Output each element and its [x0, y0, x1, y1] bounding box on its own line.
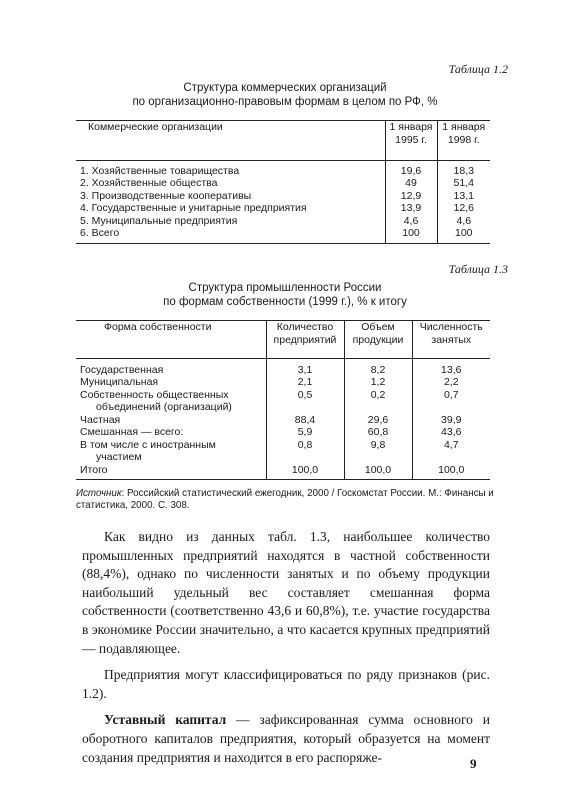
table-1-2-header-1995 [385, 121, 437, 161]
table-1-2-cell-name: 1. Хозяйственные товарищества [80, 164, 240, 177]
table-1-3-cell-volume: 100,0 [344, 464, 412, 480]
table-1-3-cell-volume: 29,6 [344, 414, 412, 427]
table-1-3-cell-count: 2,1 [266, 376, 344, 389]
paragraph [82, 711, 490, 767]
table-1-3-cell-count: 3,1 [266, 364, 344, 377]
table-1-3-cell-name-line2: участием [96, 451, 142, 463]
page-number: 9 [470, 756, 477, 771]
table-1-3-source [76, 488, 496, 512]
table-row [76, 227, 490, 243]
table-1-3-cell-name: Государственная [80, 363, 164, 376]
table-1-3-cell-name [76, 389, 266, 414]
table-1-3-cell-staff: 100,0 [412, 464, 490, 480]
table-1-2-header-1995-l1: 1 января [389, 121, 433, 133]
paragraph: Как видно из данных табл. 1.3, наибольшее количество промышленных предприятий находятся в частной собственности (88,4%), однако по численности занятых и по объему продукции наибольший удельный вес составляет смешанная форма собственности (соответственно 43,6 и 60,8%), т.е. участие государства в экономике России значительно, а что касается крупных предприятий — подавляющее. [82, 529, 490, 656]
table-1-2-cell-name: 5. Муниципальные предприятия [80, 214, 238, 227]
table-1-3-title-line2: по формам собственности (1999 г.), % к итогу [163, 296, 407, 308]
table-1-3-cell-volume: 0,2 [344, 389, 412, 414]
table-1-3-cell-name-line2: объединений (организаций) [96, 401, 232, 413]
table-row [76, 426, 490, 439]
table-1-3-cell-staff: 43,6 [412, 426, 490, 439]
table-1-3-label: Таблица 1.3 [448, 262, 508, 276]
table-1-2-title [70, 81, 500, 109]
table-1-3-cell-name: Муниципальная [80, 376, 159, 388]
table-1-2-cell-name: 2. Хозяйственные общества [80, 177, 218, 189]
source-text: : Российский статистический ежегодник, 2000 / Госкомстат России. М.: Финансы и статистика, 2000. С. 308. [76, 488, 494, 511]
table-1-3-header-volume-l2: продукции [352, 333, 404, 346]
body-text [82, 528, 490, 775]
table-1-3-header-staff-l2: занятых [431, 333, 472, 346]
table-1-3-header-count-l2: предприятий [273, 333, 337, 346]
table-row [76, 202, 490, 215]
table-1-2-cell-name: 6. Всего [76, 227, 385, 243]
table-1-2-header-name: Коммерческие организации [76, 121, 385, 161]
table-1-2 [76, 120, 490, 244]
table-1-3-cell-volume: 60,8 [344, 426, 412, 439]
table-1-2-title-line2: по организационно-правовым формам в целом по РФ, % [132, 96, 438, 108]
table-1-3-cell-count: 88,4 [266, 414, 344, 427]
table-1-2-cell-1998: 51,4 [437, 177, 490, 190]
table-1-3-header-volume-l1: Объем [361, 321, 395, 333]
table-1-3-cell-staff: 4,7 [412, 439, 490, 464]
table-1-3-cell-volume: 1,2 [344, 376, 412, 389]
table-1-3-cell-volume: 9,8 [344, 439, 412, 464]
table-1-2-cell-1998: 100 [437, 227, 490, 243]
table-1-2-cell-1995: 49 [385, 177, 437, 190]
table-1-2-cell-1998: 4,6 [437, 215, 490, 228]
table-1-3-cell-count: 5,9 [266, 426, 344, 439]
table-1-3-cell-name: Частная [80, 413, 121, 426]
table-1-3-header-staff [412, 321, 490, 359]
table-1-2-cell-1995: 12,9 [385, 190, 437, 203]
table-1-3-cell-name [76, 439, 266, 464]
table-1-2-label: Таблица 1.2 [448, 62, 508, 76]
table-1-3 [76, 320, 490, 480]
table-row [76, 190, 490, 203]
table-1-2-cell-1998: 13,1 [437, 190, 490, 203]
table-1-2-cell-name: 4. Государственные и унитарные предприятия [80, 202, 307, 214]
table-1-2-cell-1995: 13,9 [385, 202, 437, 215]
table-row [76, 389, 490, 414]
table-1-3-cell-count: 0,5 [266, 389, 344, 414]
table-1-3-cell-count: 0,8 [266, 439, 344, 464]
table-1-3-title-line1: Структура промышленности России [188, 282, 382, 294]
table-1-2-cell-name: 3. Производственные кооперативы [80, 189, 252, 202]
table-1-3-cell-volume: 8,2 [344, 364, 412, 377]
table-1-3-cell-name: Смешанная — всего: [80, 426, 184, 438]
table-1-2-header-1998-l1: 1 января [442, 121, 486, 133]
table-row [76, 439, 490, 464]
table-1-3-cell-name-line1: Собственность общественных [80, 388, 229, 401]
table-1-3-cell-staff: 2,2 [412, 376, 490, 389]
table-1-3-cell-name: Итого [76, 464, 266, 480]
table-1-2-cell-1998: 12,6 [437, 202, 490, 215]
table-1-3-cell-name-line1: В том числе с иностранным [80, 438, 216, 451]
table-1-3-cell-staff: 13,6 [412, 364, 490, 377]
table-1-3-header-staff-l1: Численность [419, 321, 483, 333]
table-1-3-header-form: Форма собственности [76, 321, 266, 359]
term-definition: — зафиксированная сумма основного и оборотного капиталов предприятия, который образуется на момент создания предприятия и находится в его распоряже- [82, 712, 490, 765]
table-1-3-cell-staff: 0,7 [412, 389, 490, 414]
table-1-3-header-volume [344, 321, 412, 359]
table-1-3-title [70, 281, 500, 309]
source-label: Источник [76, 488, 122, 499]
table-1-3-cell-count: 100,0 [266, 464, 344, 480]
table-1-2-cell-1995: 19,6 [385, 165, 437, 178]
table-1-2-header-1998-l2: 1998 г. [447, 133, 480, 146]
table-row [76, 464, 490, 480]
term-bold: Уставный капитал [104, 712, 227, 728]
table-row [76, 165, 490, 178]
table-row [76, 376, 490, 389]
table-row [76, 414, 490, 427]
table-1-2-cell-1998: 18,3 [437, 165, 490, 178]
table-1-2-cell-1995: 4,6 [385, 215, 437, 228]
table-1-2-title-line1: Структура коммерческих организаций [183, 82, 387, 94]
paragraph: Предприятия могут классифицироваться по ряду признаков (рис. 1.2). [82, 667, 490, 701]
table-1-2-cell-1995: 100 [385, 227, 437, 243]
table-1-3-cell-staff: 39,9 [412, 414, 490, 427]
table-1-2-header-1998 [437, 121, 490, 161]
table-row [76, 364, 490, 377]
table-1-3-header-count [266, 321, 344, 359]
table-1-3-header-count-l1: Количество [276, 321, 334, 333]
table-row [76, 177, 490, 190]
table-row [76, 215, 490, 228]
table-1-2-header-1995-l2: 1995 г. [395, 133, 427, 146]
